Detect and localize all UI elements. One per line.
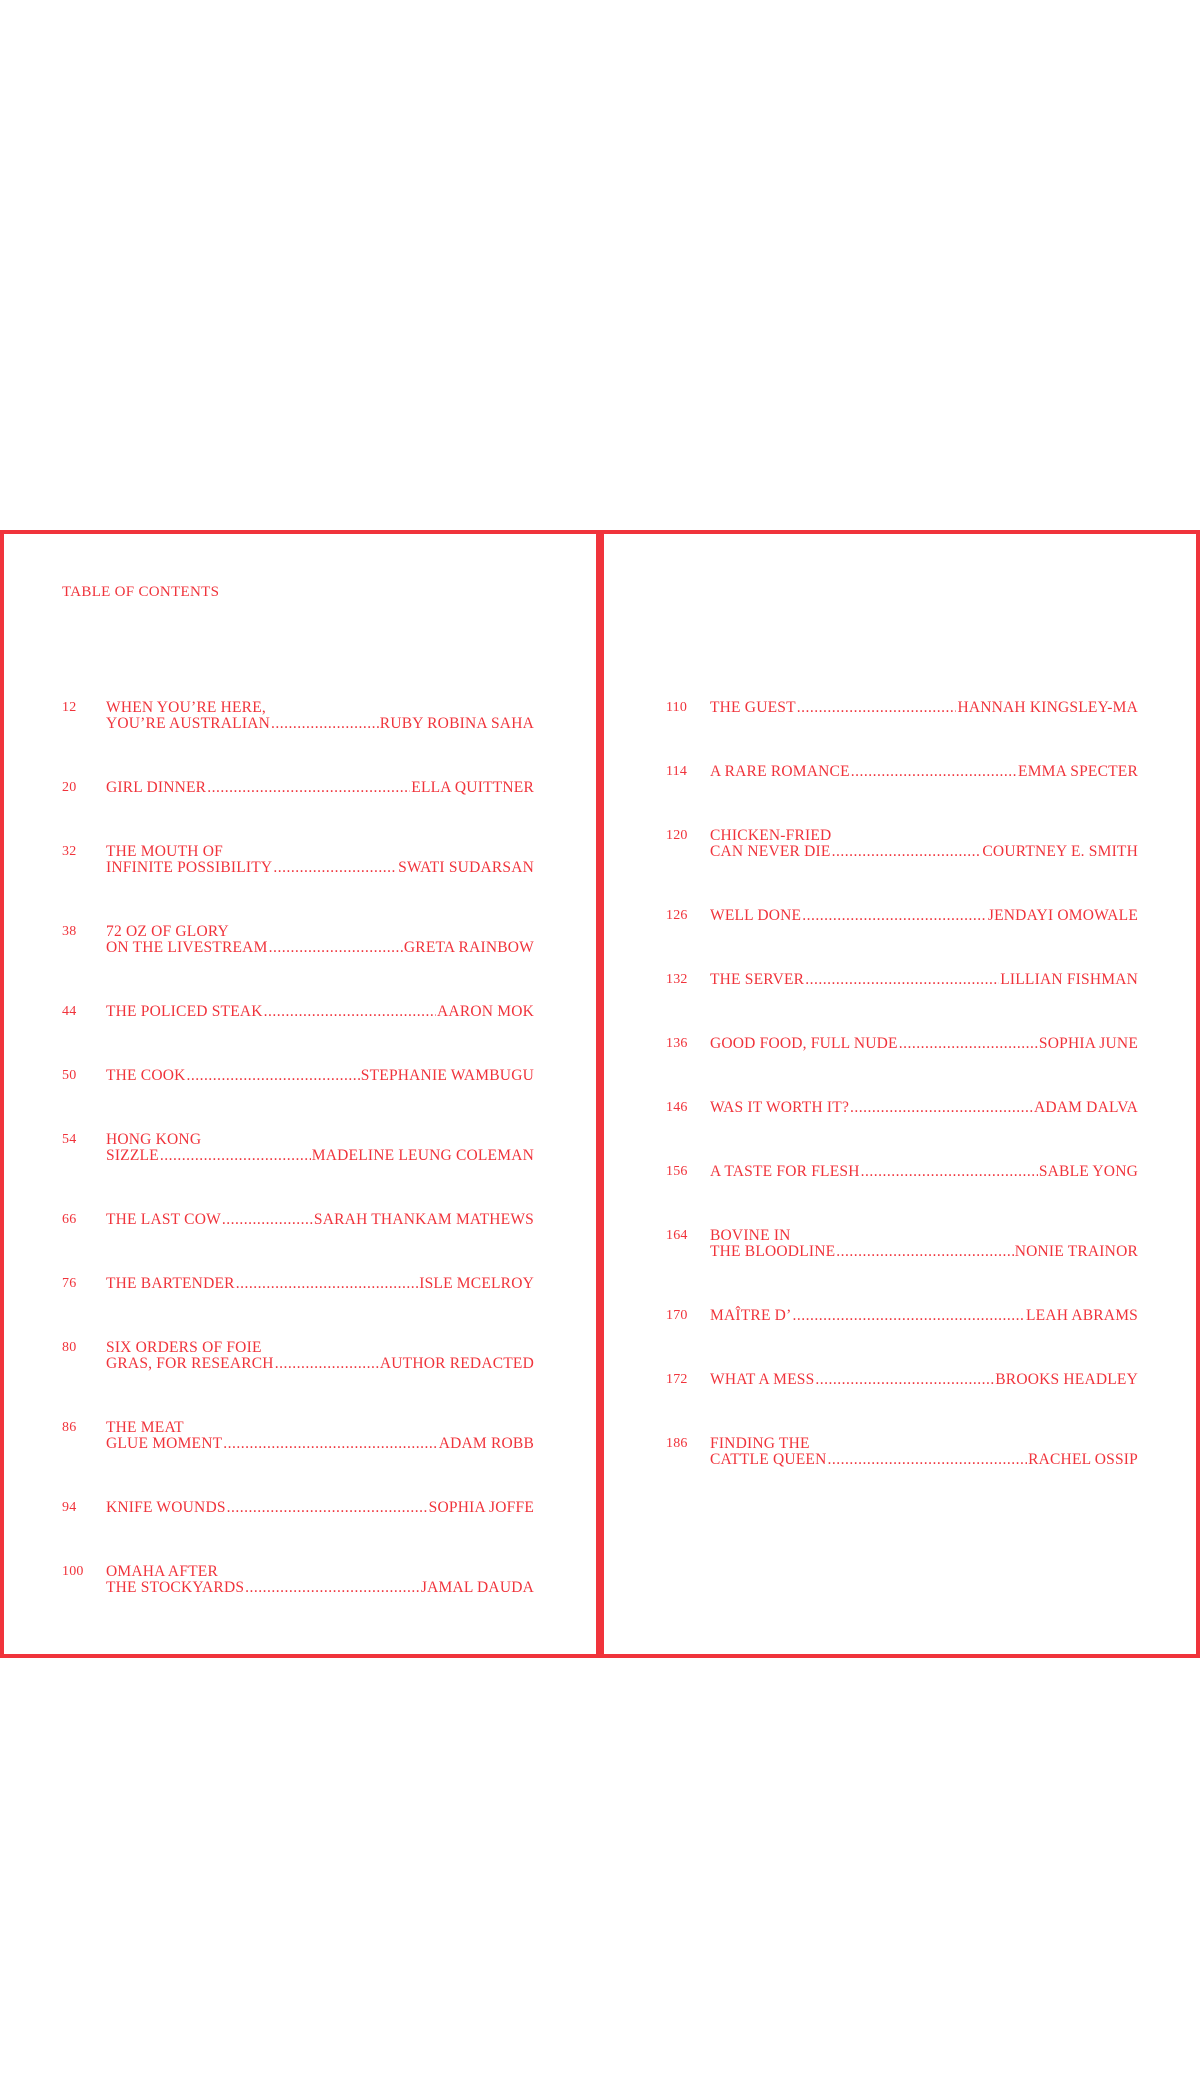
page-number: 76 xyxy=(62,1276,77,1291)
toc-heading: TABLE OF CONTENTS xyxy=(62,584,220,600)
entry-title-block xyxy=(106,1132,534,1164)
entry-title-line1: HONG KONG xyxy=(106,1131,202,1148)
entry-title-block xyxy=(106,1420,534,1452)
entry-title-line1: WHEN YOU’RE HERE, xyxy=(106,699,266,716)
entry-title-line xyxy=(710,1164,1138,1180)
page-number: 12 xyxy=(62,700,77,715)
entry-title-block xyxy=(710,972,1138,988)
entry-title-line xyxy=(106,780,534,796)
page-number: 132 xyxy=(666,972,688,987)
entry-title: GRAS, FOR RESEARCH xyxy=(106,1355,274,1372)
entry-title-block xyxy=(106,1004,534,1020)
entry-author: ISLE MCELROY xyxy=(419,1275,534,1292)
entry-title: THE COOK xyxy=(106,1067,186,1084)
entry-author: ADAM DALVA xyxy=(1033,1099,1138,1116)
entry-title: WAS IT WORTH IT? xyxy=(710,1099,850,1116)
entry-title: GOOD FOOD, FULL NUDE xyxy=(710,1035,898,1052)
entry-title-block xyxy=(106,924,534,956)
leader-dots xyxy=(832,844,982,860)
leader-dots xyxy=(805,972,999,988)
entry-title: A RARE ROMANCE xyxy=(710,763,850,780)
leader-dots xyxy=(802,908,987,924)
entry-title: THE STOCKYARDS xyxy=(106,1579,245,1596)
entry-title-block xyxy=(710,1036,1138,1052)
leader-dots xyxy=(836,1244,1013,1260)
page-number: 86 xyxy=(62,1420,77,1435)
entry-title: MAÎTRE D’ xyxy=(710,1307,792,1324)
entry-author: SABLE YONG xyxy=(1038,1163,1138,1180)
right-page xyxy=(600,530,1200,1658)
entry-title-line1: OMAHA AFTER xyxy=(106,1563,219,1580)
leader-dots xyxy=(797,700,957,716)
entry-title-block xyxy=(710,828,1138,860)
leader-dots xyxy=(207,780,410,796)
entry-title-block xyxy=(106,780,534,796)
entry-title-line xyxy=(710,1036,1138,1052)
entry-title-block xyxy=(106,1340,534,1372)
left-page xyxy=(0,530,600,1658)
entry-title-line xyxy=(710,1308,1138,1324)
entry-author: LEAH ABRAMS xyxy=(1025,1307,1138,1324)
page-number: 120 xyxy=(666,828,688,843)
entry-title-line1: CHICKEN-FRIED xyxy=(710,827,832,844)
entry-title: THE LAST COW xyxy=(106,1211,221,1228)
entry-title: THE POLICED STEAK xyxy=(106,1003,263,1020)
leader-dots xyxy=(273,860,397,876)
leader-dots xyxy=(850,1100,1033,1116)
entry-title-line xyxy=(106,940,534,956)
entry-title: THE GUEST xyxy=(710,699,796,716)
entry-title-line xyxy=(106,1004,534,1020)
entry-author: BROOKS HEADLEY xyxy=(995,1371,1138,1388)
entry-title: ON THE LIVESTREAM xyxy=(106,939,268,956)
page-number: 186 xyxy=(666,1436,688,1451)
entry-author: AARON MOK xyxy=(437,1003,534,1020)
page-number: 114 xyxy=(666,764,688,779)
leader-dots xyxy=(222,1212,313,1228)
entry-title-line xyxy=(710,1244,1138,1260)
entry-title: INFINITE POSSIBILITY xyxy=(106,859,273,876)
page-number: 50 xyxy=(62,1068,77,1083)
entry-author: EMMA SPECTER xyxy=(1018,763,1138,780)
entry-title-line1: FINDING THE xyxy=(710,1435,810,1452)
page-number: 32 xyxy=(62,844,77,859)
entry-author: SARAH THANKAM MATHEWS xyxy=(313,1211,534,1228)
page-number: 66 xyxy=(62,1212,77,1227)
page-number: 170 xyxy=(666,1308,688,1323)
page-number: 110 xyxy=(666,700,688,715)
entry-title-block xyxy=(106,1500,534,1516)
leader-dots xyxy=(187,1068,360,1084)
leader-dots xyxy=(815,1372,994,1388)
entry-title-block xyxy=(710,1228,1138,1260)
leader-dots xyxy=(827,1452,1027,1468)
page-number: 164 xyxy=(666,1228,688,1243)
page-number: 80 xyxy=(62,1340,77,1355)
page-number: 54 xyxy=(62,1132,77,1147)
entry-title-block xyxy=(710,908,1138,924)
leader-dots xyxy=(861,1164,1038,1180)
page-number: 94 xyxy=(62,1500,77,1515)
entry-title: KNIFE WOUNDS xyxy=(106,1499,226,1516)
entry-author: ADAM ROBB xyxy=(438,1435,534,1452)
entry-title-line xyxy=(106,1436,534,1452)
leader-dots xyxy=(792,1308,1025,1324)
entry-title-line xyxy=(106,1580,534,1596)
entry-title-line xyxy=(106,860,534,876)
entry-title-block xyxy=(710,1100,1138,1116)
page-number: 44 xyxy=(62,1004,77,1019)
leader-dots xyxy=(245,1580,420,1596)
entry-author: JENDAYI OMOWALE xyxy=(987,907,1138,924)
entry-title-line1: THE MOUTH OF xyxy=(106,843,223,860)
leader-dots xyxy=(851,764,1017,780)
leader-dots xyxy=(275,1356,379,1372)
entry-author: AUTHOR REDACTED xyxy=(379,1355,534,1372)
page-number: 100 xyxy=(62,1564,84,1579)
entry-title: WHAT A MESS xyxy=(710,1371,815,1388)
entry-title-block xyxy=(106,844,534,876)
entry-title-line1: 72 OZ OF GLORY xyxy=(106,923,229,940)
entry-title-line xyxy=(710,972,1138,988)
leader-dots xyxy=(271,716,379,732)
entry-author: SWATI SUDARSAN xyxy=(398,859,534,876)
entry-title-block xyxy=(106,1068,534,1084)
entry-author: RUBY ROBINA SAHA xyxy=(379,715,534,732)
page-number: 146 xyxy=(666,1100,688,1115)
page-number: 20 xyxy=(62,780,77,795)
entry-title-line xyxy=(106,1500,534,1516)
entry-title: THE BARTENDER xyxy=(106,1275,235,1292)
entry-title: CAN NEVER DIE xyxy=(710,843,831,860)
entry-title-block xyxy=(106,1276,534,1292)
entry-title-line xyxy=(106,716,534,732)
entry-title-line xyxy=(106,1068,534,1084)
entry-author: HANNAH KINGSLEY-MA xyxy=(957,699,1138,716)
entry-title-block xyxy=(710,764,1138,780)
entry-title-line xyxy=(710,1372,1138,1388)
entry-title: THE BLOODLINE xyxy=(710,1243,836,1260)
entry-title-line xyxy=(106,1148,534,1164)
entry-author: ELLA QUITTNER xyxy=(411,779,534,796)
leader-dots xyxy=(227,1500,428,1516)
entry-title: SIZZLE xyxy=(106,1147,159,1164)
entry-title-block xyxy=(710,1372,1138,1388)
entry-title-line xyxy=(106,1356,534,1372)
entry-title-line1: THE MEAT xyxy=(106,1419,184,1436)
leader-dots xyxy=(269,940,403,956)
leader-dots xyxy=(160,1148,311,1164)
entry-title-line xyxy=(710,764,1138,780)
entry-title-line xyxy=(710,700,1138,716)
entry-author: JAMAL DAUDA xyxy=(420,1579,534,1596)
entry-title-block xyxy=(106,1564,534,1596)
entry-title-line xyxy=(106,1276,534,1292)
entry-title-block xyxy=(106,1212,534,1228)
entry-title-block xyxy=(710,1436,1138,1468)
leader-dots xyxy=(223,1436,437,1452)
entry-author: LILLIAN FISHMAN xyxy=(1000,971,1138,988)
leader-dots xyxy=(264,1004,436,1020)
page-number: 172 xyxy=(666,1372,688,1387)
entry-title-line xyxy=(710,1100,1138,1116)
entry-author: NONIE TRAINOR xyxy=(1014,1243,1138,1260)
entry-title: CATTLE QUEEN xyxy=(710,1451,827,1468)
entry-title-line xyxy=(710,908,1138,924)
page-number: 156 xyxy=(666,1164,688,1179)
entry-title: THE SERVER xyxy=(710,971,805,988)
entry-author: RACHEL OSSIP xyxy=(1028,1451,1138,1468)
entry-author: MADELINE LEUNG COLEMAN xyxy=(311,1147,534,1164)
entry-author: COURTNEY E. SMITH xyxy=(982,843,1138,860)
entry-author: SOPHIA JUNE xyxy=(1038,1035,1138,1052)
page-number: 38 xyxy=(62,924,77,939)
entry-author: STEPHANIE WAMBUGU xyxy=(360,1067,534,1084)
entry-author: SOPHIA JOFFE xyxy=(428,1499,534,1516)
entry-title-block xyxy=(710,1164,1138,1180)
entry-title-line1: SIX ORDERS OF FOIE xyxy=(106,1339,262,1356)
book-spread xyxy=(0,530,1200,1658)
entry-title: WELL DONE xyxy=(710,907,802,924)
entry-title-line1: BOVINE IN xyxy=(710,1227,791,1244)
entry-title: GIRL DINNER xyxy=(106,779,207,796)
entry-title-line xyxy=(710,844,1138,860)
entry-title-block xyxy=(710,1308,1138,1324)
entry-author: GRETA RAINBOW xyxy=(403,939,534,956)
entry-title-line xyxy=(710,1452,1138,1468)
entry-title: A TASTE FOR FLESH xyxy=(710,1163,860,1180)
entry-title: YOU’RE AUSTRALIAN xyxy=(106,715,270,732)
leader-dots xyxy=(899,1036,1038,1052)
entry-title-line xyxy=(106,1212,534,1228)
entry-title-block xyxy=(106,700,534,732)
entry-title-block xyxy=(710,700,1138,716)
page-number: 136 xyxy=(666,1036,688,1051)
entry-title: GLUE MOMENT xyxy=(106,1435,223,1452)
leader-dots xyxy=(236,1276,419,1292)
page-number: 126 xyxy=(666,908,688,923)
